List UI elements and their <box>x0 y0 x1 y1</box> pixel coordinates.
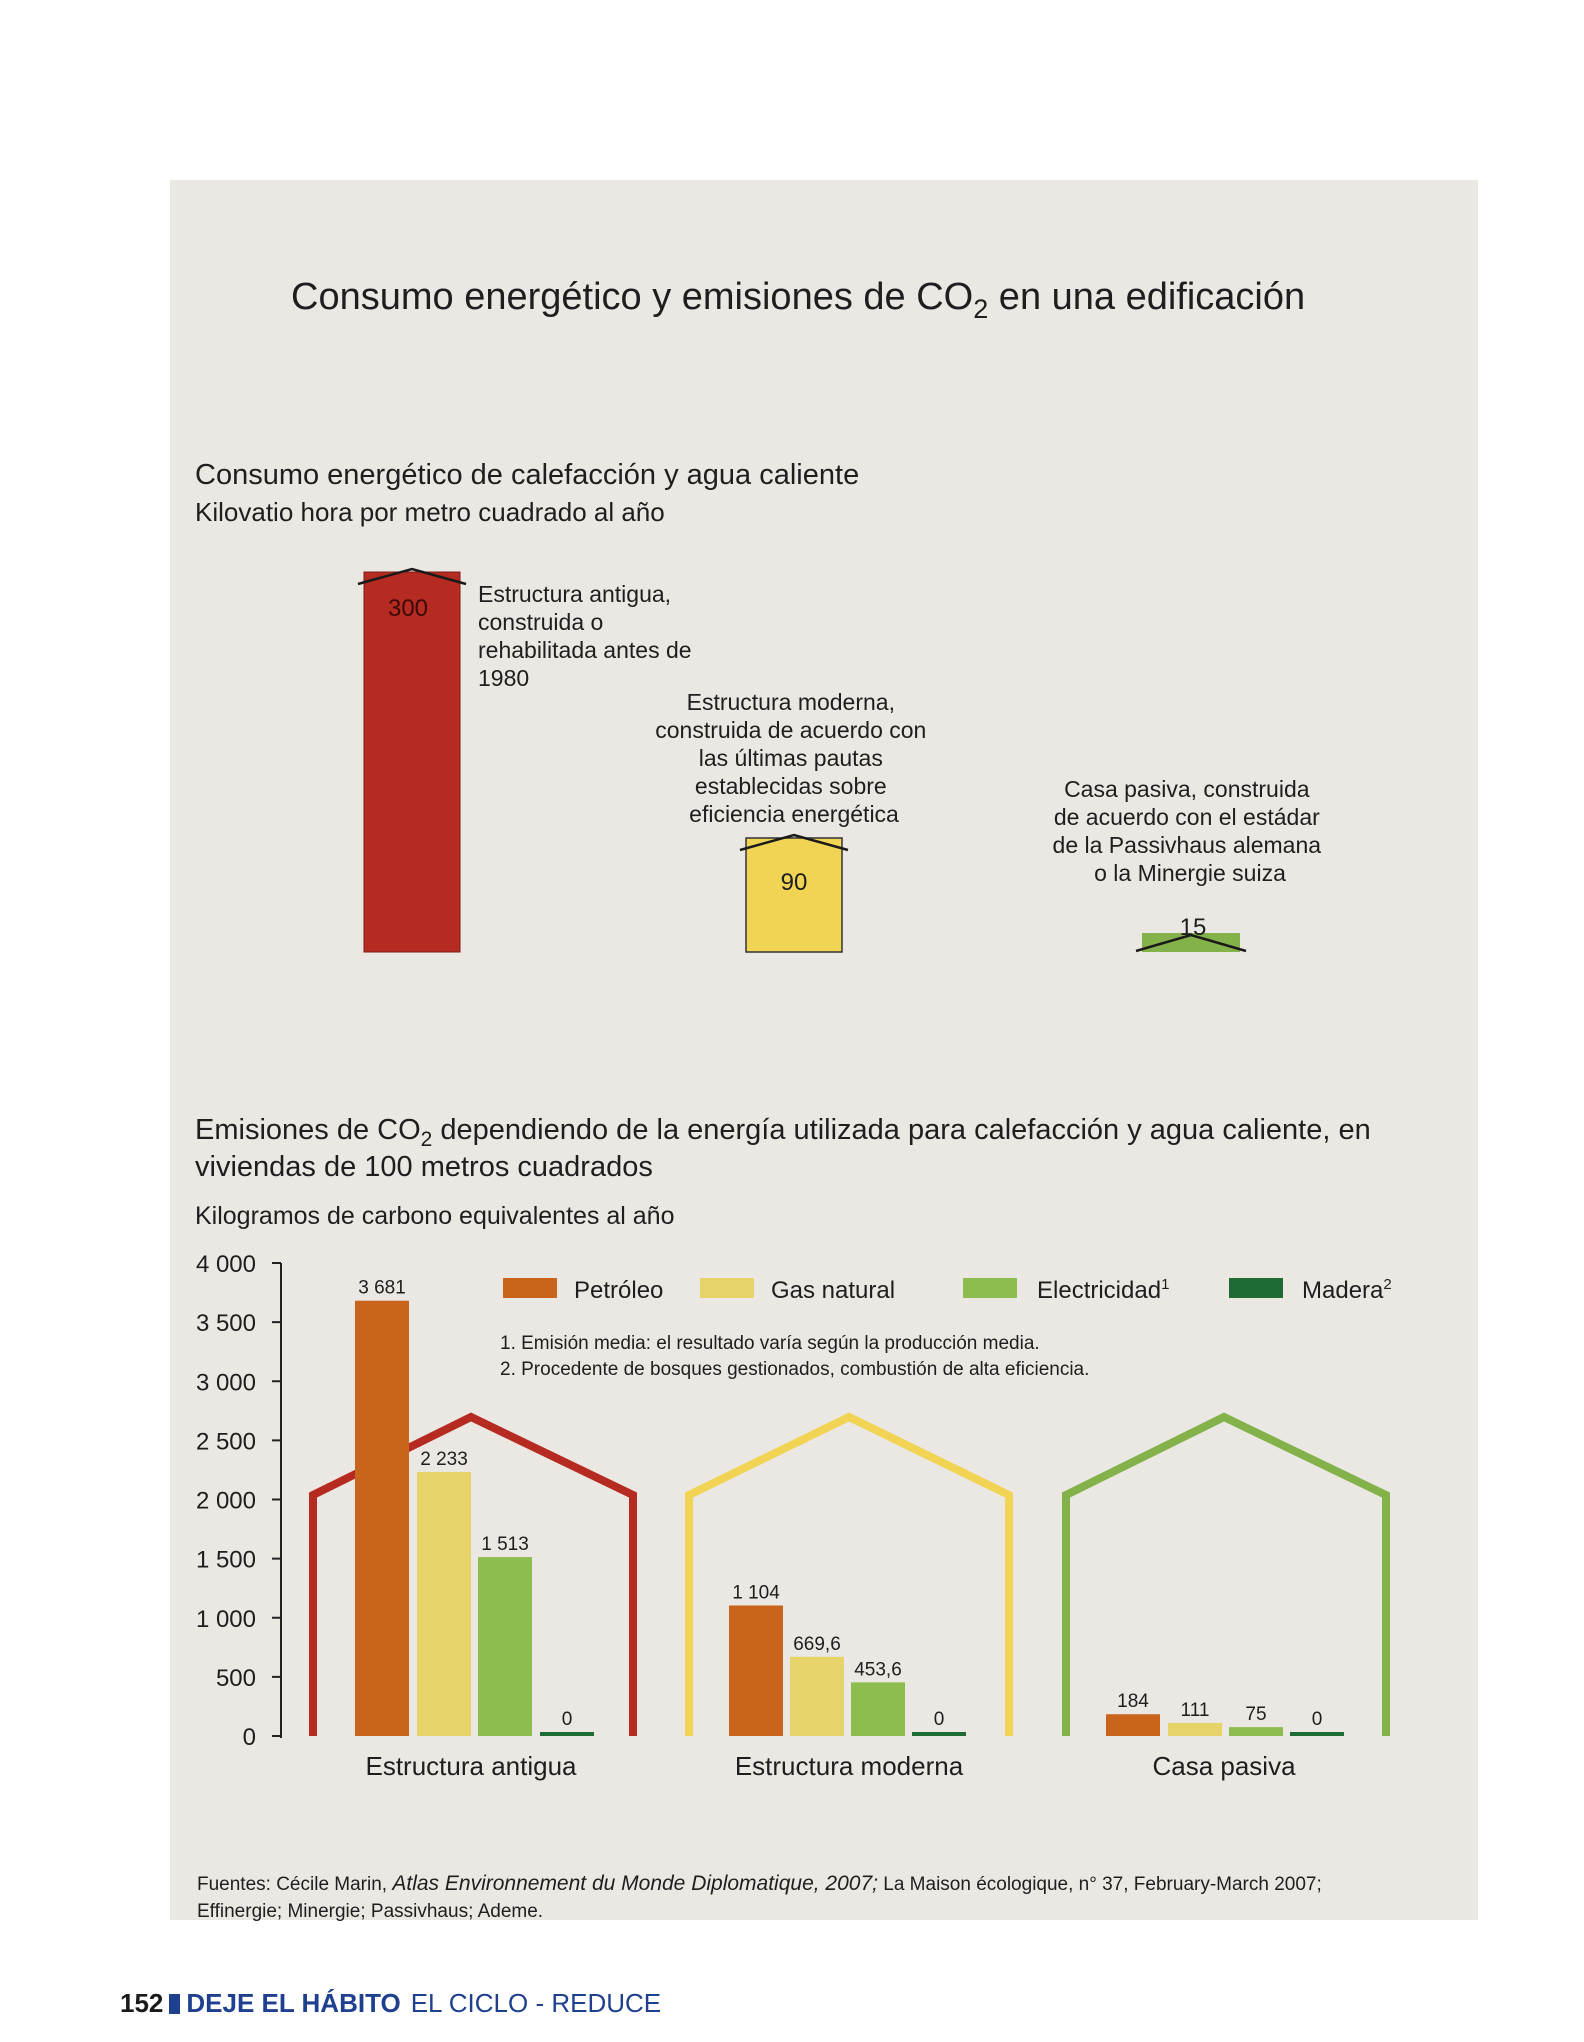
blue-square-icon <box>169 1994 180 2014</box>
bar-value-label: 453,6 <box>854 1659 902 1681</box>
bar-gas-natural <box>1168 1723 1222 1736</box>
y-tick-label: 4 000 <box>195 1251 256 1278</box>
y-tick-label: 3 500 <box>195 1310 256 1338</box>
series-title: DEJE EL HÁBITO <box>186 1988 401 2018</box>
bar-madera <box>912 1732 966 1736</box>
bar-value-label: 75 <box>1245 1704 1267 1726</box>
legend-label-gas-natural: Gas natural <box>771 1277 896 1304</box>
legend-swatch-petroleo <box>503 1278 557 1298</box>
value-label-15: 15 <box>1179 914 1207 941</box>
bar-petróleo <box>355 1301 409 1736</box>
bar-value-label: 1 513 <box>481 1534 529 1556</box>
annotation-pasiva: Casa pasiva, construida de acuerdo con el estádar de la Passivhaus alemana o la Minergie suiza <box>1052 776 1322 886</box>
bar-value-label: 0 <box>561 1709 573 1730</box>
legend-swatch-gas-natural <box>700 1278 754 1298</box>
chart2-ylabel: Kilogramos de carbono equivalentes al año <box>195 1202 675 1230</box>
bar-value-label: 184 <box>1117 1691 1149 1713</box>
legend <box>503 1276 1392 1304</box>
chart1-subtitle: Kilovatio hora por metro cuadrado al año <box>195 497 665 527</box>
bar-electricidad <box>851 1682 905 1736</box>
bar-estructura-antigua <box>364 572 460 952</box>
bar-petróleo <box>729 1605 783 1736</box>
bar-value-label: 2 233 <box>420 1448 468 1470</box>
bar-value-label: 0 <box>1311 1709 1323 1730</box>
house-outline-pasiva <box>1066 1417 1386 1736</box>
y-tick-label: 3 000 <box>195 1369 256 1397</box>
y-tick-label: 500 <box>215 1664 256 1692</box>
legend-label-petroleo: Petróleo <box>574 1277 664 1304</box>
bar-value-label: 0 <box>933 1709 945 1730</box>
bar-value-label: 111 <box>1180 1699 1210 1721</box>
y-tick-label: 0 <box>242 1724 256 1751</box>
y-tick-label: 1 000 <box>195 1605 256 1633</box>
sources-line2: Effinergie; Minergie; Passivhaus; Ademe. <box>197 1901 544 1922</box>
chart2-title-line2: viviendas de 100 metros cuadrados <box>195 1151 653 1183</box>
legend-label-electricidad: Electricidad$^1$ <box>1037 1276 1170 1304</box>
y-axis-ticks <box>196 1251 281 1751</box>
annotation-antigua: Estructura antigua, construida o rehabilitada antes de 1980 <box>478 581 692 691</box>
main-title: Consumo energético y emisiones de $CO_2$ en una edificación <box>291 276 1306 324</box>
bar-gas-natural <box>417 1472 471 1736</box>
chapter-title: EL CICLO - REDUCE <box>410 1988 662 2018</box>
legend-swatch-madera <box>1229 1278 1283 1298</box>
bar-value-label: 669,6 <box>793 1633 841 1655</box>
legend-swatch-electricidad <box>963 1278 1017 1298</box>
bar-value-label: 3 681 <box>358 1277 406 1299</box>
sources-line1: Fuentes: Cécile Marin, Atlas Environnement du Monde Diplomatique, 2007; La Maison écologique, n° 37, February-March 2007; <box>197 1872 1322 1895</box>
bar-value-label: 1 104 <box>732 1582 780 1604</box>
chart2-title-line1: Emisiones de $CO_2$ dependiendo de la energía utilizada para calefacción y agua caliente, en <box>195 1114 1371 1151</box>
chart1-title: Consumo energético de calefacción y agua caliente <box>195 459 860 491</box>
value-label-90: 90 <box>780 869 808 896</box>
bar-madera <box>540 1732 594 1736</box>
bar-petróleo <box>1106 1714 1160 1736</box>
bar-electricidad <box>478 1557 532 1736</box>
value-label-300: 300 <box>387 595 429 622</box>
category-label-pasiva: Casa pasiva <box>1152 1751 1296 1781</box>
page-footer <box>120 1988 661 2019</box>
bar-madera <box>1290 1732 1344 1736</box>
legend-label-madera: Madera$^2$ <box>1302 1276 1392 1304</box>
y-tick-label: 2 000 <box>195 1487 256 1515</box>
y-tick-label: 1 500 <box>195 1546 256 1574</box>
y-tick-label: 2 500 <box>195 1428 256 1456</box>
bar-electricidad <box>1229 1727 1283 1736</box>
annotation-moderna: Estructura moderna, construida de acuerdo con las últimas pautas establecidas sobre eficiencia energética <box>655 689 927 827</box>
category-label-antigua: Estructura antigua <box>365 1751 577 1781</box>
footnote-1: 1. Emisión media: el resultado varía según la producción media. <box>500 1333 1040 1354</box>
main-title-subscript: 2 <box>973 294 989 324</box>
chart2-title-subscript: 2 <box>420 1128 433 1151</box>
page-number: 152 <box>120 1988 164 2018</box>
bar-gas-natural <box>790 1657 844 1736</box>
footnote-2: 2. Procedente de bosques gestionados, combustión de alta eficiencia. <box>500 1359 1090 1380</box>
category-label-moderna: Estructura moderna <box>734 1751 964 1781</box>
